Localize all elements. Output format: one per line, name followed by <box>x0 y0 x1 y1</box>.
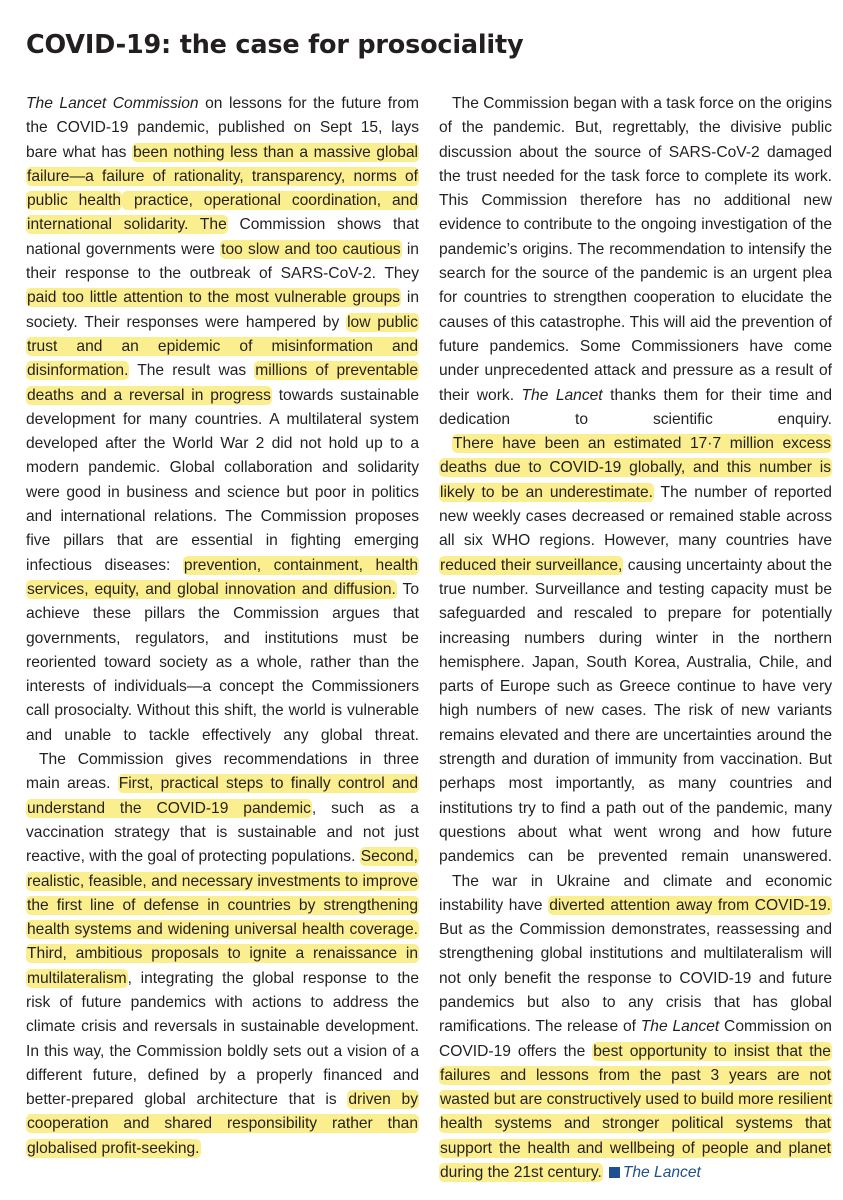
highlight: There have been an estimated 17·7 million excess deaths due to COVID-19 globally, and this number is likely to be an underestimate. <box>440 435 831 501</box>
highlight: Second, realistic, feasible, and necessary investments to improve the first line of defense in countries by strengthening health systems and widening universal health coverage. Third, ambitious proposals to ignite a renaissance in multilateralism <box>27 848 418 987</box>
text-run: Commission on COVID-19 offers the <box>439 1018 832 1060</box>
highlight: prevention, containment, health services, equity, and global innovation and diffusion. <box>27 556 419 598</box>
paragraph <box>439 92 832 432</box>
journal-name: The Lancet Commission <box>26 95 199 112</box>
text-run: in society. Their responses were hampered by <box>26 289 419 331</box>
text-run: But as the Commission demonstrates, reassessing and strengthening global institutions and multilateralism will not only benefit the response to COVID-19 and future pandemics but also to any crisis that has global ramifications. The release of <box>439 921 832 1036</box>
right-column <box>439 92 832 1185</box>
text-run: causing uncertainty about the true number. Surveillance and testing capacity must be safeguarded and rescaled to prepare for potentially increasing numbers during winter in the northern hemisphere. Japan, South Korea, Australia, Chile, and parts of Europe such as Greece continue to have very high numbers of new cases. The risk of new variants remains elevated and there are uncertainties around the strength and duration of immunity from vaccination. But perhaps most importantly, as many countries and institutions try to find a path out of the pandemic, many questions about what went wrong and how future pandemics can be prevented remain unanswered. <box>439 556 832 866</box>
text-run: The Commission began with a task force on the origins of the pandemic. But, regrettably, the divisive public discussion about the source of SARS-CoV-2 damaged the trust needed for the task force to complete its work. This Commission therefore has no additional new evidence to contribute to the ongoing investigation of the pandemic’s origins. The recommendation to intensify the search for the source of the pandemic is an urgent plea for countries to strengthen cooperation to elucidate the causes of this catastrophe. This will aid the prevention of future pandemics. Some Commissioners have come under unprecedented attack and pressure as a result of their work. <box>439 95 832 404</box>
highlight: been nothing less than a massive global failure—a failure of rationality, transparency, norms of public health <box>27 143 418 210</box>
article-title: COVID-19: the case for prosociality <box>26 30 524 60</box>
journal-name: The Lancet <box>640 1018 720 1036</box>
text-run: To achieve these pillars the Commission argues that governments, regulators, and institutions must be reoriented toward society as a whole, rather than the interests of individuals—a concept the Commissioners call prosocialty. Without this shift, the world is vulnerable and unable to tackle effectively any global threat. <box>26 580 419 744</box>
text-run: in their response to the outbreak of SARS-CoV-2. They <box>26 240 419 283</box>
signature: The Lancet <box>622 1164 701 1182</box>
paragraph <box>26 92 419 748</box>
highlight: First, practical steps to finally control and understand the COVID-19 pandemic <box>27 775 418 817</box>
text-run: , such as a vaccination strategy that is sustainable and not just reactive, with the goal of protecting populations. <box>26 799 419 866</box>
text-run: The number of reported new weekly cases decreased or remained stable across all six WHO regions. However, many countries have <box>439 483 832 550</box>
paragraph <box>26 748 419 1161</box>
highlight: diverted attention away from COVID-19. <box>549 896 831 914</box>
text-run: , integrating the global response to the risk of future pandemics with actions to address the climate crisis and reversals in sustainable development. In this way, the Commission boldly sets out a vision of a different future, defined by a properly financed and better-prepared global architecture that is <box>26 969 419 1109</box>
text-run: on lessons for the future from the COVID-19 pandemic, published on Sept 15, lays bare what has <box>26 95 419 161</box>
journal-name: The Lancet <box>521 386 603 404</box>
highlight: low public trust and an epidemic of misinformation and disinformation. <box>27 313 418 380</box>
highlight: practice, operational coordination, and international solidarity. The <box>27 192 418 234</box>
left-column <box>26 92 419 1161</box>
highlight: driven by cooperation and shared responsibility rather than globalised profit-seeking. <box>27 1091 419 1157</box>
highlight: best opportunity to insist that the failures and lessons from the past 3 years are not wasted but are constructively used to build more resilient health systems and stronger political systems that support the health and wellbeing of people and planet during the 21st century. <box>440 1042 832 1182</box>
paragraph <box>439 432 832 869</box>
highlight: millions of preventable deaths and a reversal in progress <box>27 362 419 404</box>
text-run: The result was <box>129 362 255 380</box>
paragraph <box>439 870 832 1186</box>
text-run: The Commission gives recommendations in three main areas. <box>26 751 419 793</box>
text-run: The war in Ukraine and climate and economic instability have <box>439 872 832 914</box>
highlight: reduced their surveillance, <box>440 556 623 574</box>
text-run: towards sustainable development for many countries. A multilateral system developed after the World War 2 did not hold up to a modern pandemic. Global collaboration and solidarity were good in business and science but poor in politics and international relations. The Commission proposes five pillars that are essential in fighting emerging infectious diseases: <box>26 386 419 574</box>
highlight: paid too little attention to the most vulnerable groups <box>27 289 401 307</box>
highlight: too slow and too cautious <box>221 240 401 258</box>
end-mark-square-icon <box>609 1167 620 1178</box>
text-run: Commission shows that national governments were <box>26 216 419 258</box>
text-run: thanks them for their time and dedication to scientific enquiry. <box>439 386 832 428</box>
